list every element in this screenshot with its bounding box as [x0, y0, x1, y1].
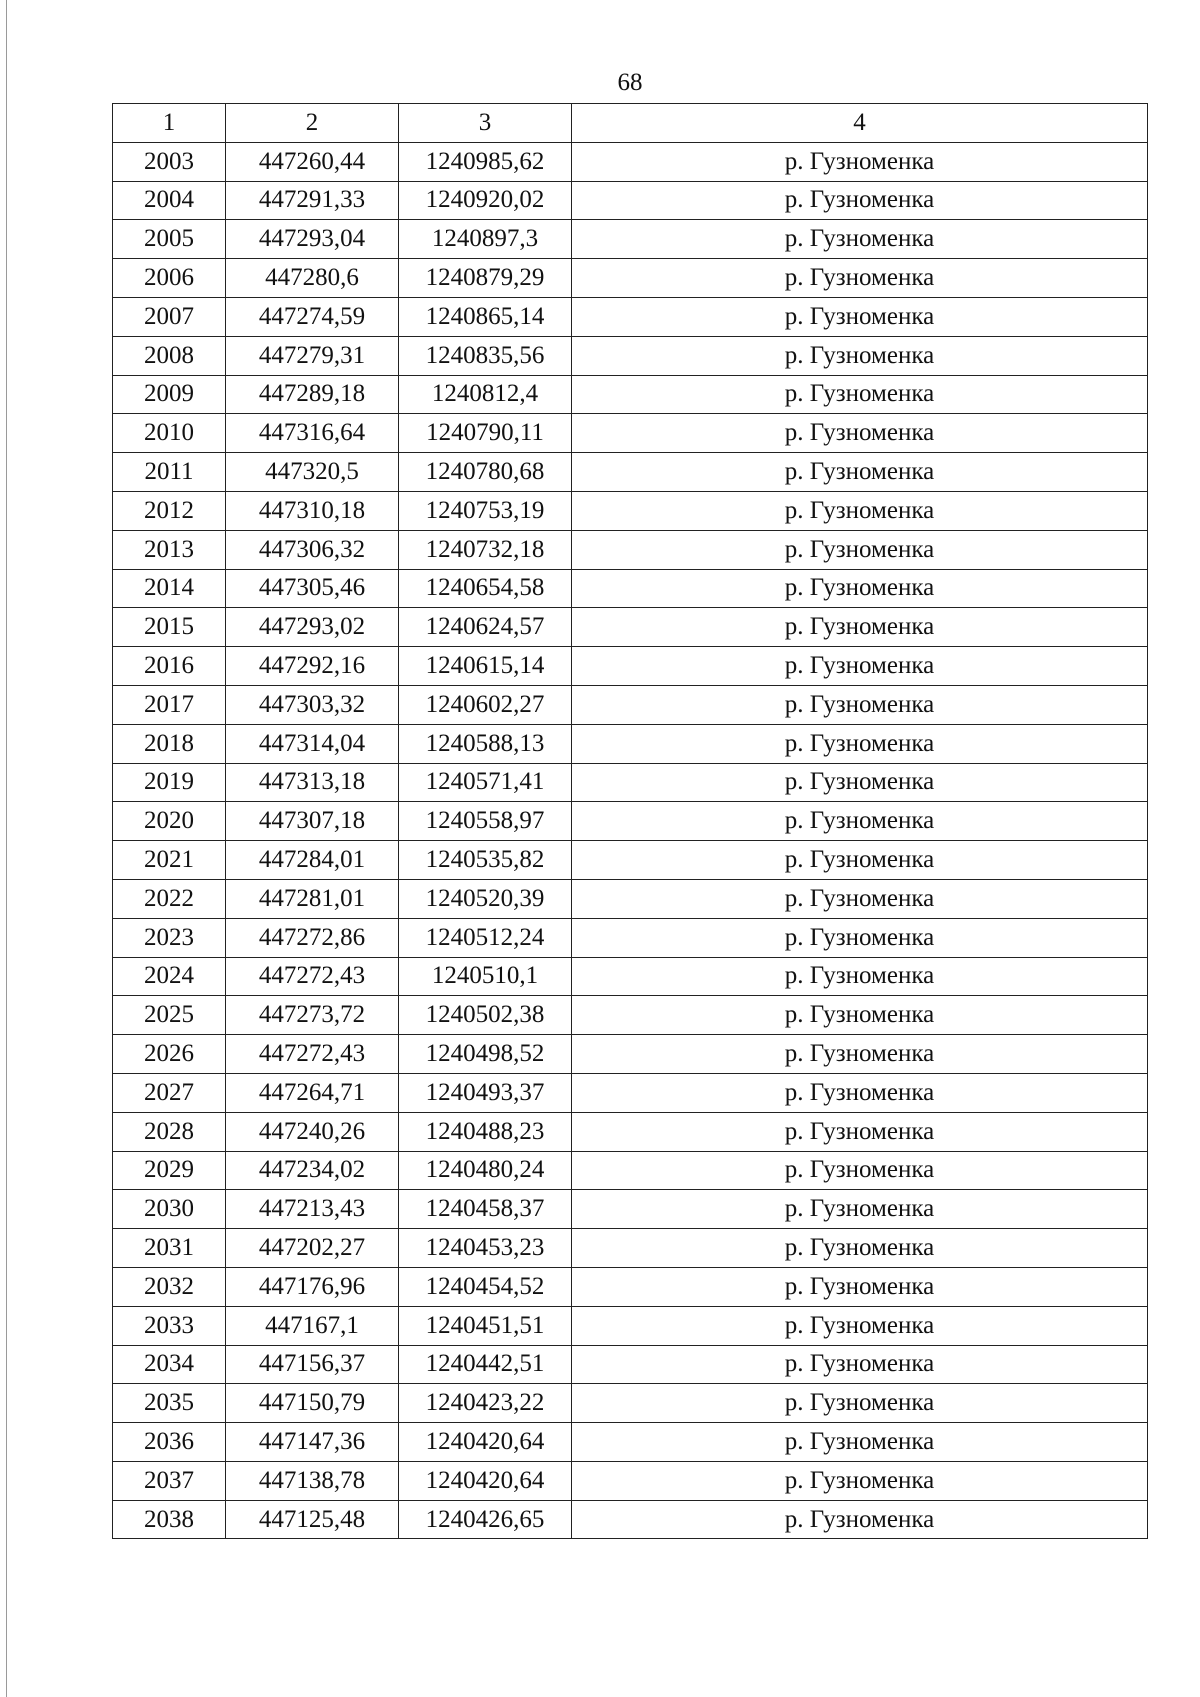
- description-cell: р. Гузноменка: [572, 142, 1148, 181]
- y-coordinate-cell: 1240520,39: [399, 879, 572, 918]
- point-number-cell: 2030: [113, 1190, 226, 1229]
- coordinates-table: [112, 103, 1148, 1539]
- table-row: [113, 297, 1148, 336]
- description-cell: р. Гузноменка: [572, 569, 1148, 608]
- table-row: [113, 336, 1148, 375]
- point-number-cell: 2031: [113, 1229, 226, 1268]
- description-cell: р. Гузноменка: [572, 1267, 1148, 1306]
- x-coordinate-cell: 447293,02: [226, 608, 399, 647]
- point-number-cell: 2033: [113, 1306, 226, 1345]
- x-coordinate-cell: 447272,86: [226, 918, 399, 957]
- table-row: [113, 685, 1148, 724]
- header-cell-3: 3: [399, 104, 572, 143]
- description-cell: р. Гузноменка: [572, 1073, 1148, 1112]
- y-coordinate-cell: 1240426,65: [399, 1500, 572, 1539]
- page-edge-line: [6, 0, 7, 1697]
- table-row: [113, 1035, 1148, 1074]
- point-number-cell: 2013: [113, 530, 226, 569]
- point-number-cell: 2003: [113, 142, 226, 181]
- table-body: [113, 104, 1148, 1539]
- x-coordinate-cell: 447280,6: [226, 259, 399, 298]
- x-coordinate-cell: 447281,01: [226, 879, 399, 918]
- x-coordinate-cell: 447147,36: [226, 1423, 399, 1462]
- x-coordinate-cell: 447313,18: [226, 763, 399, 802]
- point-number-cell: 2015: [113, 608, 226, 647]
- y-coordinate-cell: 1240458,37: [399, 1190, 572, 1229]
- point-number-cell: 2017: [113, 685, 226, 724]
- y-coordinate-cell: 1240454,52: [399, 1267, 572, 1306]
- x-coordinate-cell: 447274,59: [226, 297, 399, 336]
- y-coordinate-cell: 1240602,27: [399, 685, 572, 724]
- x-coordinate-cell: 447284,01: [226, 841, 399, 880]
- description-cell: р. Гузноменка: [572, 1190, 1148, 1229]
- table-row: [113, 647, 1148, 686]
- description-cell: р. Гузноменка: [572, 879, 1148, 918]
- description-cell: р. Гузноменка: [572, 841, 1148, 880]
- x-coordinate-cell: 447306,32: [226, 530, 399, 569]
- y-coordinate-cell: 1240423,22: [399, 1384, 572, 1423]
- description-cell: р. Гузноменка: [572, 530, 1148, 569]
- y-coordinate-cell: 1240535,82: [399, 841, 572, 880]
- x-coordinate-cell: 447314,04: [226, 724, 399, 763]
- table-row: [113, 1423, 1148, 1462]
- point-number-cell: 2011: [113, 453, 226, 492]
- x-coordinate-cell: 447310,18: [226, 491, 399, 530]
- header-cell-1: 1: [113, 104, 226, 143]
- point-number-cell: 2010: [113, 414, 226, 453]
- table-row: [113, 957, 1148, 996]
- x-coordinate-cell: 447272,43: [226, 1035, 399, 1074]
- point-number-cell: 2023: [113, 918, 226, 957]
- description-cell: р. Гузноменка: [572, 1500, 1148, 1539]
- y-coordinate-cell: 1240488,23: [399, 1112, 572, 1151]
- y-coordinate-cell: 1240420,64: [399, 1461, 572, 1500]
- y-coordinate-cell: 1240835,56: [399, 336, 572, 375]
- table-row: [113, 1384, 1148, 1423]
- point-number-cell: 2007: [113, 297, 226, 336]
- description-cell: р. Гузноменка: [572, 802, 1148, 841]
- x-coordinate-cell: 447156,37: [226, 1345, 399, 1384]
- point-number-cell: 2020: [113, 802, 226, 841]
- table-row: [113, 181, 1148, 220]
- x-coordinate-cell: 447303,32: [226, 685, 399, 724]
- x-coordinate-cell: 447167,1: [226, 1306, 399, 1345]
- y-coordinate-cell: 1240510,1: [399, 957, 572, 996]
- x-coordinate-cell: 447138,78: [226, 1461, 399, 1500]
- point-number-cell: 2006: [113, 259, 226, 298]
- point-number-cell: 2028: [113, 1112, 226, 1151]
- point-number-cell: 2037: [113, 1461, 226, 1500]
- header-cell-4: 4: [572, 104, 1148, 143]
- x-coordinate-cell: 447150,79: [226, 1384, 399, 1423]
- point-number-cell: 2012: [113, 491, 226, 530]
- description-cell: р. Гузноменка: [572, 414, 1148, 453]
- table-row: [113, 142, 1148, 181]
- description-cell: р. Гузноменка: [572, 1345, 1148, 1384]
- table-row: [113, 1345, 1148, 1384]
- y-coordinate-cell: 1240753,19: [399, 491, 572, 530]
- point-number-cell: 2014: [113, 569, 226, 608]
- table-row: [113, 1112, 1148, 1151]
- description-cell: р. Гузноменка: [572, 724, 1148, 763]
- y-coordinate-cell: 1240451,51: [399, 1306, 572, 1345]
- table-row: [113, 918, 1148, 957]
- y-coordinate-cell: 1240624,57: [399, 608, 572, 647]
- x-coordinate-cell: 447305,46: [226, 569, 399, 608]
- description-cell: р. Гузноменка: [572, 918, 1148, 957]
- y-coordinate-cell: 1240812,4: [399, 375, 572, 414]
- point-number-cell: 2027: [113, 1073, 226, 1112]
- header-cell-2: 2: [226, 104, 399, 143]
- point-number-cell: 2032: [113, 1267, 226, 1306]
- x-coordinate-cell: 447289,18: [226, 375, 399, 414]
- y-coordinate-cell: 1240512,24: [399, 918, 572, 957]
- table-row: [113, 1306, 1148, 1345]
- table-row: [113, 763, 1148, 802]
- description-cell: р. Гузноменка: [572, 336, 1148, 375]
- y-coordinate-cell: 1240780,68: [399, 453, 572, 492]
- description-cell: р. Гузноменка: [572, 259, 1148, 298]
- table-row: [113, 375, 1148, 414]
- page-number: 68: [617, 69, 643, 96]
- x-coordinate-cell: 447272,43: [226, 957, 399, 996]
- y-coordinate-cell: 1240865,14: [399, 297, 572, 336]
- x-coordinate-cell: 447293,04: [226, 220, 399, 259]
- description-cell: р. Гузноменка: [572, 1384, 1148, 1423]
- description-cell: р. Гузноменка: [572, 220, 1148, 259]
- description-cell: р. Гузноменка: [572, 1306, 1148, 1345]
- table-header-row: [113, 104, 1148, 143]
- x-coordinate-cell: 447291,33: [226, 181, 399, 220]
- point-number-cell: 2025: [113, 996, 226, 1035]
- table-row: [113, 1190, 1148, 1229]
- point-number-cell: 2029: [113, 1151, 226, 1190]
- table-row: [113, 1073, 1148, 1112]
- y-coordinate-cell: 1240879,29: [399, 259, 572, 298]
- point-number-cell: 2035: [113, 1384, 226, 1423]
- point-number-cell: 2036: [113, 1423, 226, 1462]
- y-coordinate-cell: 1240453,23: [399, 1229, 572, 1268]
- description-cell: р. Гузноменка: [572, 763, 1148, 802]
- point-number-cell: 2018: [113, 724, 226, 763]
- description-cell: р. Гузноменка: [572, 491, 1148, 530]
- description-cell: р. Гузноменка: [572, 608, 1148, 647]
- y-coordinate-cell: 1240985,62: [399, 142, 572, 181]
- table-row: [113, 491, 1148, 530]
- x-coordinate-cell: 447307,18: [226, 802, 399, 841]
- y-coordinate-cell: 1240493,37: [399, 1073, 572, 1112]
- y-coordinate-cell: 1240790,11: [399, 414, 572, 453]
- description-cell: р. Гузноменка: [572, 181, 1148, 220]
- x-coordinate-cell: 447320,5: [226, 453, 399, 492]
- point-number-cell: 2008: [113, 336, 226, 375]
- point-number-cell: 2009: [113, 375, 226, 414]
- table-row: [113, 802, 1148, 841]
- x-coordinate-cell: 447240,26: [226, 1112, 399, 1151]
- point-number-cell: 2024: [113, 957, 226, 996]
- x-coordinate-cell: 447316,64: [226, 414, 399, 453]
- x-coordinate-cell: 447260,44: [226, 142, 399, 181]
- table-row: [113, 414, 1148, 453]
- x-coordinate-cell: 447213,43: [226, 1190, 399, 1229]
- y-coordinate-cell: 1240920,02: [399, 181, 572, 220]
- y-coordinate-cell: 1240588,13: [399, 724, 572, 763]
- description-cell: р. Гузноменка: [572, 1112, 1148, 1151]
- y-coordinate-cell: 1240498,52: [399, 1035, 572, 1074]
- table-row: [113, 1267, 1148, 1306]
- point-number-cell: 2026: [113, 1035, 226, 1074]
- point-number-cell: 2004: [113, 181, 226, 220]
- y-coordinate-cell: 1240897,3: [399, 220, 572, 259]
- y-coordinate-cell: 1240480,24: [399, 1151, 572, 1190]
- point-number-cell: 2022: [113, 879, 226, 918]
- description-cell: р. Гузноменка: [572, 957, 1148, 996]
- point-number-cell: 2021: [113, 841, 226, 880]
- y-coordinate-cell: 1240420,64: [399, 1423, 572, 1462]
- table-row: [113, 608, 1148, 647]
- y-coordinate-cell: 1240502,38: [399, 996, 572, 1035]
- table-row: [113, 1500, 1148, 1539]
- description-cell: р. Гузноменка: [572, 1151, 1148, 1190]
- x-coordinate-cell: 447273,72: [226, 996, 399, 1035]
- x-coordinate-cell: 447234,02: [226, 1151, 399, 1190]
- table-row: [113, 530, 1148, 569]
- point-number-cell: 2019: [113, 763, 226, 802]
- x-coordinate-cell: 447125,48: [226, 1500, 399, 1539]
- x-coordinate-cell: 447176,96: [226, 1267, 399, 1306]
- table-row: [113, 724, 1148, 763]
- point-number-cell: 2016: [113, 647, 226, 686]
- y-coordinate-cell: 1240654,58: [399, 569, 572, 608]
- x-coordinate-cell: 447292,16: [226, 647, 399, 686]
- table-row: [113, 569, 1148, 608]
- y-coordinate-cell: 1240571,41: [399, 763, 572, 802]
- description-cell: р. Гузноменка: [572, 375, 1148, 414]
- table-row: [113, 259, 1148, 298]
- description-cell: р. Гузноменка: [572, 1035, 1148, 1074]
- table-row: [113, 1229, 1148, 1268]
- table-row: [113, 841, 1148, 880]
- point-number-cell: 2034: [113, 1345, 226, 1384]
- x-coordinate-cell: 447279,31: [226, 336, 399, 375]
- table-row: [113, 996, 1148, 1035]
- y-coordinate-cell: 1240732,18: [399, 530, 572, 569]
- description-cell: р. Гузноменка: [572, 453, 1148, 492]
- description-cell: р. Гузноменка: [572, 685, 1148, 724]
- description-cell: р. Гузноменка: [572, 996, 1148, 1035]
- table-row: [113, 1151, 1148, 1190]
- x-coordinate-cell: 447202,27: [226, 1229, 399, 1268]
- table-row: [113, 220, 1148, 259]
- point-number-cell: 2005: [113, 220, 226, 259]
- y-coordinate-cell: 1240615,14: [399, 647, 572, 686]
- table-row: [113, 879, 1148, 918]
- description-cell: р. Гузноменка: [572, 1229, 1148, 1268]
- table-row: [113, 1461, 1148, 1500]
- description-cell: р. Гузноменка: [572, 1461, 1148, 1500]
- table-row: [113, 453, 1148, 492]
- y-coordinate-cell: 1240558,97: [399, 802, 572, 841]
- description-cell: р. Гузноменка: [572, 297, 1148, 336]
- description-cell: р. Гузноменка: [572, 1423, 1148, 1462]
- description-cell: р. Гузноменка: [572, 647, 1148, 686]
- point-number-cell: 2038: [113, 1500, 226, 1539]
- y-coordinate-cell: 1240442,51: [399, 1345, 572, 1384]
- x-coordinate-cell: 447264,71: [226, 1073, 399, 1112]
